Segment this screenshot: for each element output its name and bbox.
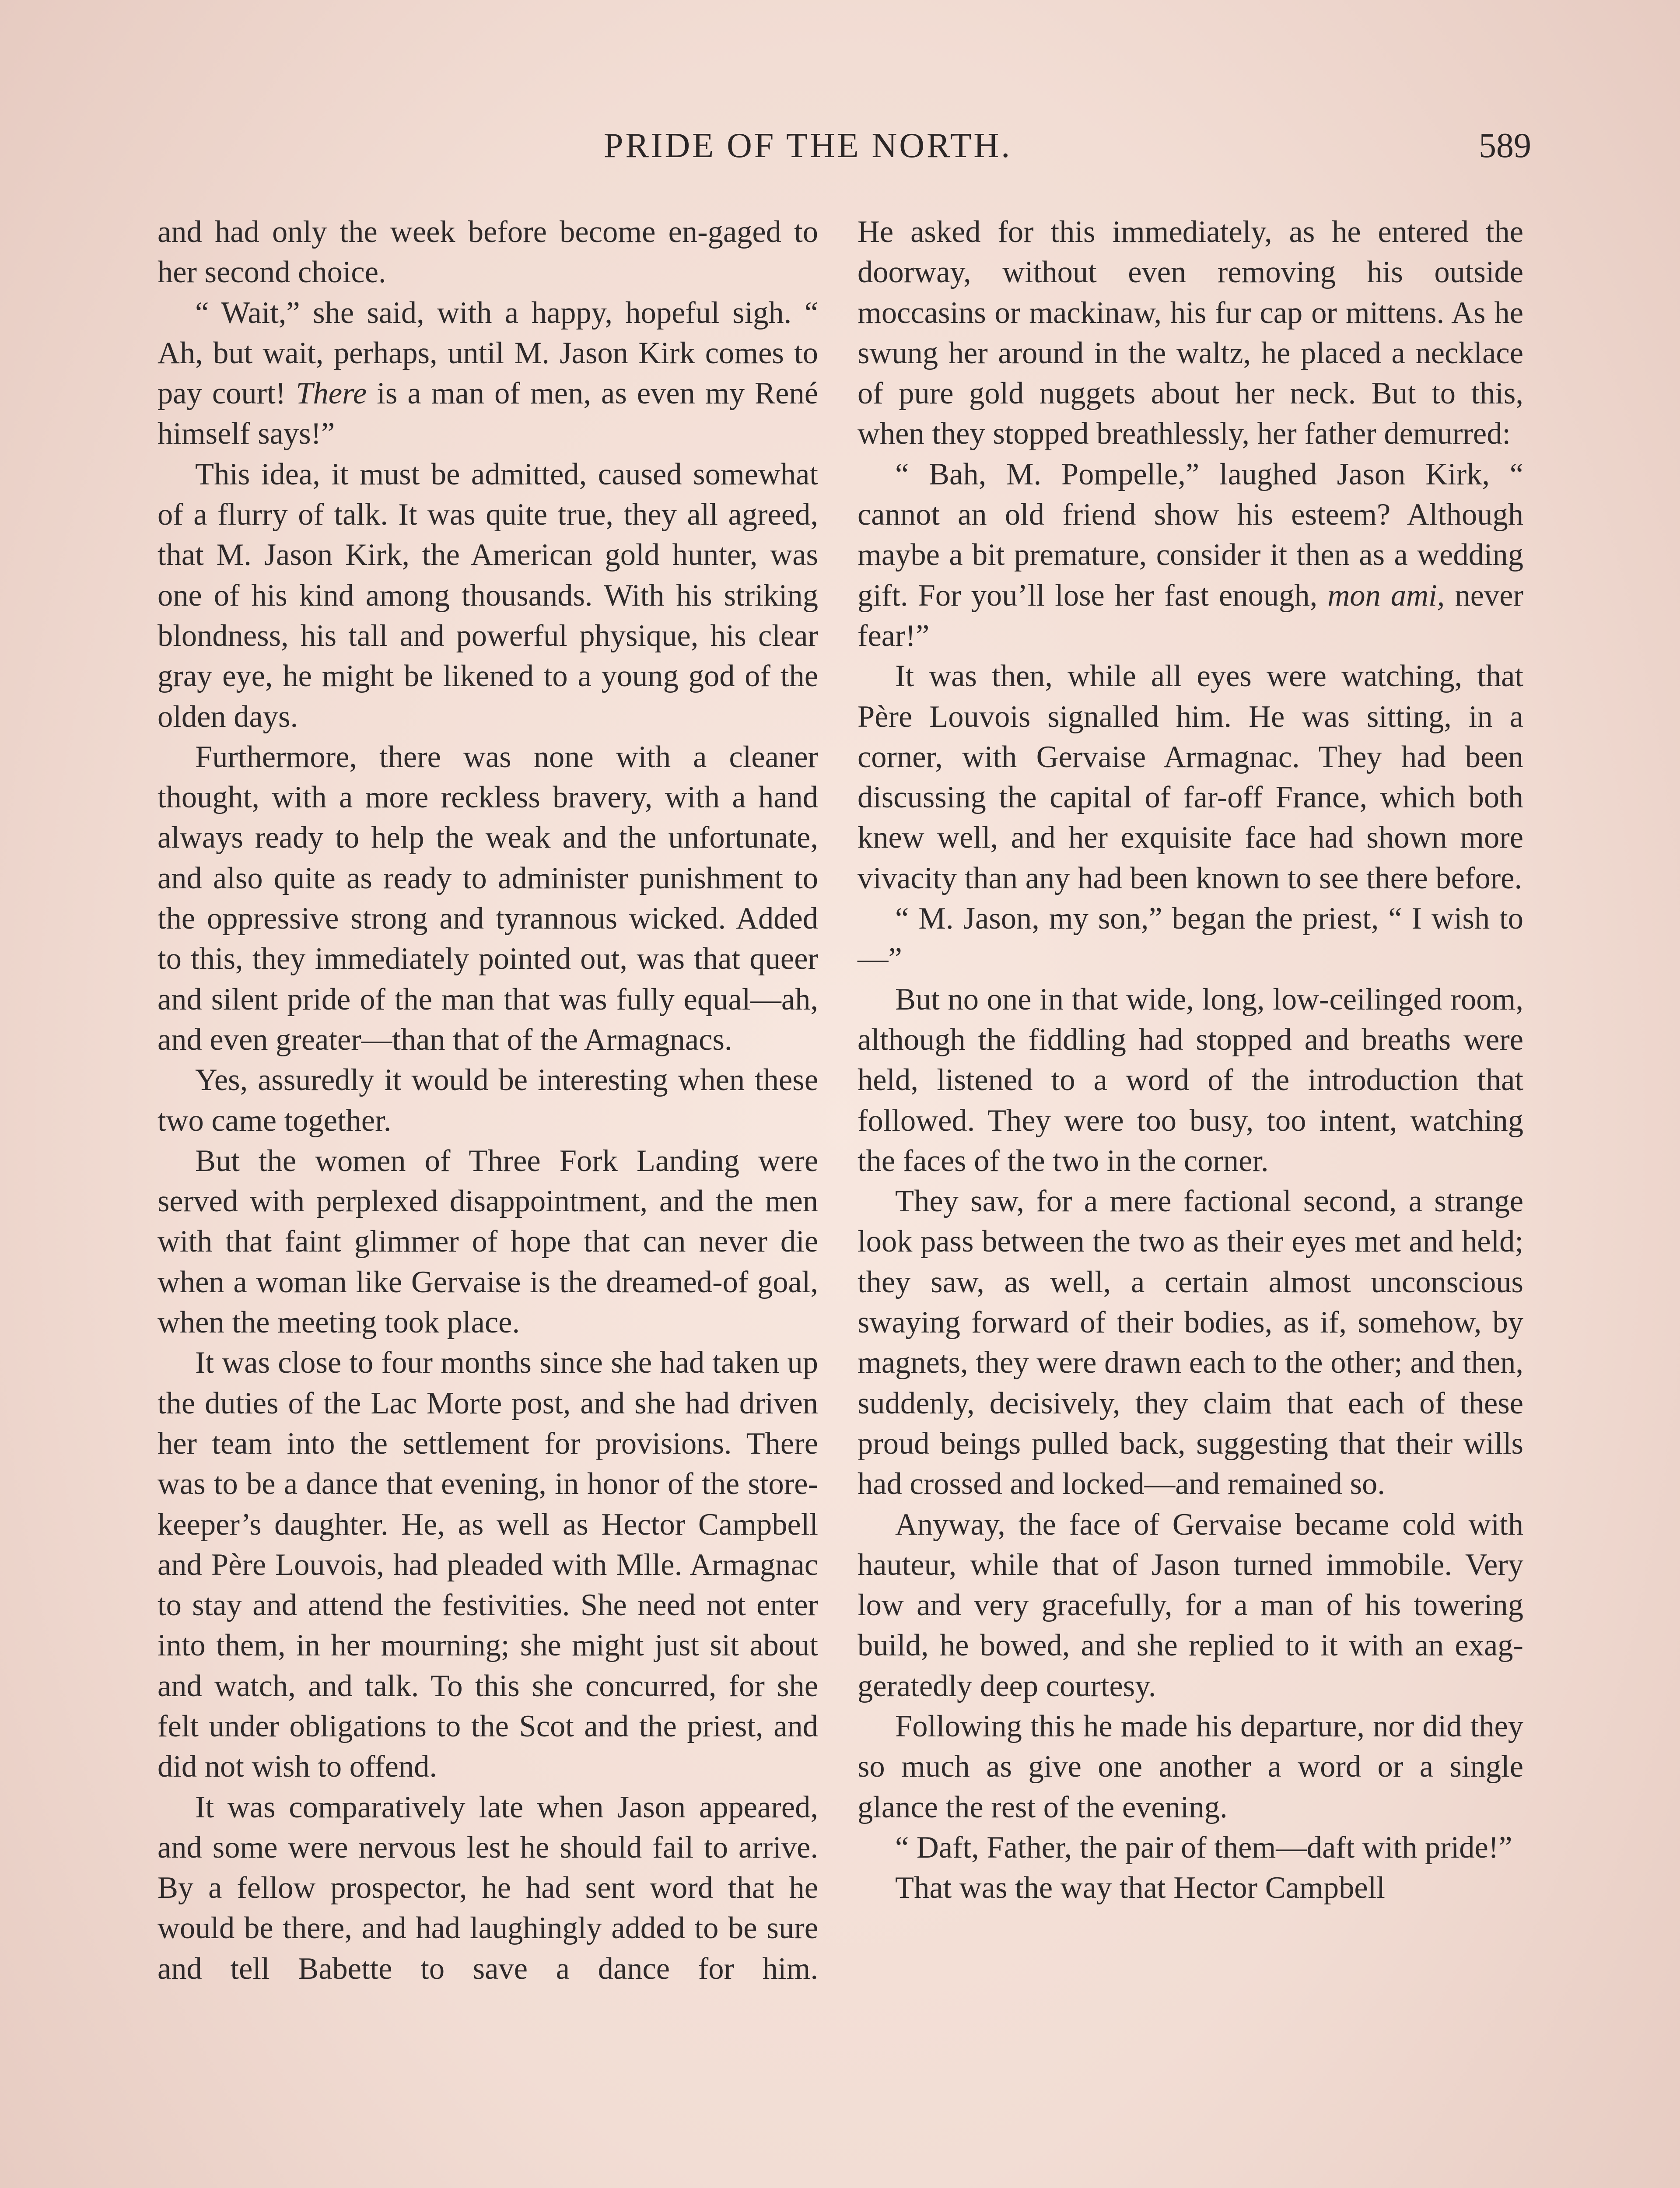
paragraph	[158, 212, 818, 293]
paragraph	[858, 1706, 1523, 1827]
paragraph-text: Yes, assuredly it would be interesting when these two came together.	[158, 1063, 818, 1138]
paragraph-text: Anyway, the face of Gervaise became cold with hauteur, while that of Jason turned immobile. Very low and very gracefully, for a man of his towering build, he bowed, and she replied to it with an exaggeratedly deep courtesy.	[858, 1507, 1523, 1703]
paragraph	[158, 1060, 818, 1141]
paragraph-text: “ Daft, Father, the pair of them—daft with pride!”	[895, 1830, 1512, 1865]
paragraph-text: It was close to four months since she had taken up the duties of the Lac Morte post, and she had driven her team into the settlement for provisions. There was to be a dance that evening, in honor of the storekeeper’s daughter. He, as well as Hector Campbell and Père Louvois, had pleaded with Mlle. Armagnac to stay and attend the festivities. She need not enter into them, in her mourning; she might just sit about and watch, and talk. To this she concurred, for she felt under obligations to the Scot and the priest, and did not wish to offend.	[158, 1346, 818, 1784]
paragraph-text: Furthermore, there was none with a cleaner thought, with a more reckless bravery, with a hand always ready to help the weak and the unfortunate, and also quite as ready to administer punishment to the oppressive strong and tyrannous wicked. Added to this, they immediately pointed out, was that queer and silent pride of the man that was fully equal—ah, and even greater—than that of the Armagnacs.	[158, 740, 818, 1057]
paragraph-text: He asked for this immediately, as he entered the doorway, without even removing his outside moccasins or mackinaw, his fur cap or mittens. As he swung her around in the waltz, he placed a necklace of pure gold nuggets about her neck. But to this, when they stopped breathlessly, her father demurred:	[858, 215, 1523, 451]
paragraph-text: But the women of Three Fork Landing were served with perplexed disappointment, and the men with that faint glimmer of hope that can never die when a woman like Gervaise is the dreamed-of goal, when the meeting took place.	[158, 1143, 818, 1340]
italic-text: mon ami,	[1327, 578, 1445, 613]
paragraph	[858, 454, 1523, 656]
paragraph-text: “ M. Jason, my son,” began the priest, “ I wish to—”	[858, 901, 1523, 976]
paragraph	[158, 293, 818, 454]
italic-text: There	[296, 376, 367, 411]
paragraph	[858, 656, 1523, 898]
paragraph	[158, 1141, 818, 1343]
paragraph-text: They saw, for a mere factional second, a strange look pass between the two as their eyes met and held; they saw, as well, a certain almost unconscious swaying forward of their bodies, as if, somehow, by magnets, they were drawn each to the other; and then, suddenly, decisively, they claim that each of these proud beings pulled back, suggesting that their wills had crossed and locked—and remained so.	[858, 1184, 1523, 1501]
paragraph	[158, 454, 818, 737]
paragraph	[858, 1827, 1523, 1868]
paragraph-text: “ Bah, M. Pompelle,” laughed Jason Kirk, “ cannot an old friend show his esteem? Although maybe a bit premature, consider it then as a wedding gift. For you’ll lose her fast enough,	[858, 457, 1523, 613]
paragraph-text: It was comparatively late when Jason appeared, and some were nervous lest he should fail to arrive. By a fellow prospector, he had sent word that he would be there, and had laughingly added to be sure and tell Babette to save a dance for him.	[158, 1790, 818, 1986]
paragraph	[858, 1181, 1523, 1504]
paragraph-text: That was the way that Hector Campbell	[895, 1871, 1385, 1905]
paragraph-text: “ Wait,” she said, with a happy, hopeful sigh. “ Ah, but wait, perhaps, until M. Jason Kirk comes to pay court!	[158, 295, 818, 411]
paragraph	[158, 1787, 818, 1989]
paragraph	[858, 898, 1523, 979]
paragraph-text: is a man of men, as even my René himself says!”	[158, 376, 818, 451]
page-number: 589	[1479, 126, 1531, 165]
page-header	[158, 126, 1531, 174]
paragraph	[158, 1343, 818, 1787]
paragraph-text: Following this he made his departure, nor did they so much as give one another a word or a single glance the rest of the evening.	[858, 1709, 1523, 1824]
paragraph	[158, 737, 818, 1060]
left-column	[158, 212, 818, 1989]
right-column	[858, 212, 1523, 1908]
paragraph	[858, 1868, 1523, 1908]
paragraph-text: But no one in that wide, long, low-ceilinged room, although the fiddling had stopped and breaths were held, listened to a word of the introduction that followed. They were too busy, too intent, watching the faces of the two in the corner.	[858, 982, 1523, 1178]
paragraph-text: It was then, while all eyes were watching, that Père Louvois signalled him. He was sitting, in a corner, with Gervaise Armagnac. They had been discussing the capital of far-off France, which both knew well, and her exquisite face had shown more vivacity than any had been known to see there before.	[858, 659, 1523, 895]
running-title: PRIDE OF THE NORTH.	[604, 126, 1012, 165]
paragraph	[858, 979, 1523, 1181]
paragraph-text: and had only the week before become en-gaged to her second choice.	[158, 215, 818, 290]
paragraph-text: never fear!”	[858, 578, 1524, 653]
paragraph	[858, 1504, 1523, 1706]
paragraph-text: This idea, it must be admitted, caused somewhat of a flurry of talk. It was quite true, they all agreed, that M. Jason Kirk, the American gold hunter, was one of his kind among thousands. With his striking blondness, his tall and powerful physique, his clear gray eye, he might be likened to a young god of the olden days.	[158, 457, 818, 734]
paragraph	[858, 212, 1523, 454]
